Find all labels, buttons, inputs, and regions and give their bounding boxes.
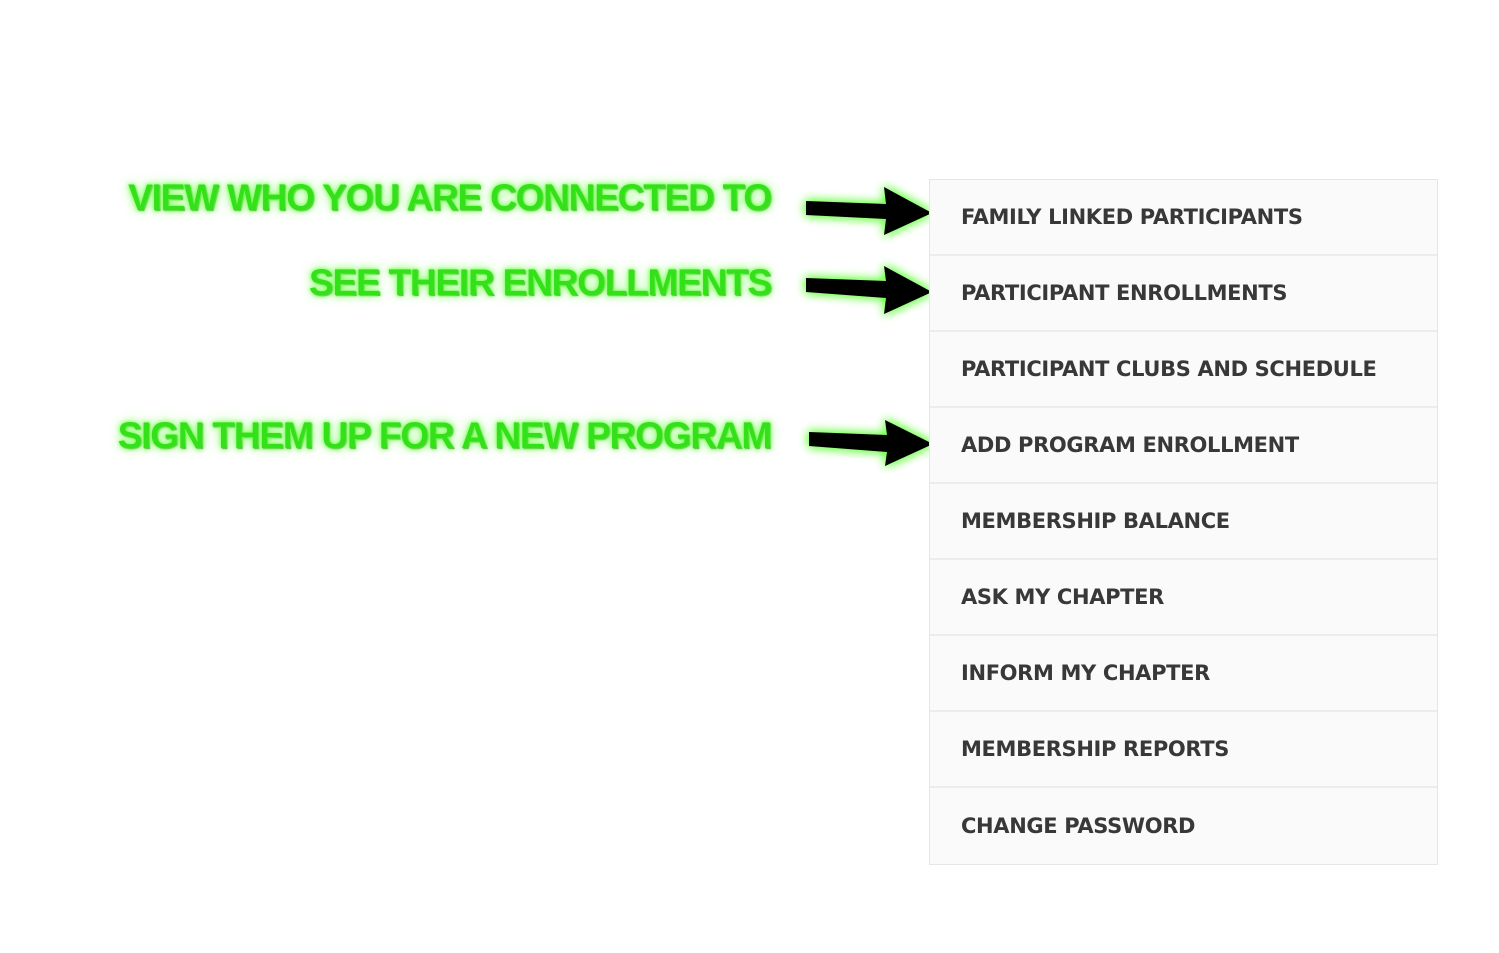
- menu-item-label: FAMILY LINKED PARTICIPANTS: [961, 205, 1303, 229]
- account-menu: [929, 179, 1438, 865]
- right-arrow-icon: [803, 414, 943, 474]
- menu-item-label: ADD PROGRAM ENROLLMENT: [961, 433, 1299, 457]
- annotation-see-enrollments: SEE THEIR ENROLLMENTS: [309, 262, 771, 303]
- menu-item-participant-clubs-and-schedule[interactable]: [930, 332, 1437, 408]
- menu-item-inform-my-chapter[interactable]: [930, 636, 1437, 712]
- menu-item-label: ASK MY CHAPTER: [961, 585, 1164, 609]
- menu-item-family-linked-participants[interactable]: [930, 180, 1437, 256]
- annotation-sign-up: SIGN THEM UP FOR A NEW PROGRAM: [117, 415, 771, 456]
- menu-item-label: INFORM MY CHAPTER: [961, 661, 1210, 685]
- menu-item-label: PARTICIPANT CLUBS AND SCHEDULE: [961, 357, 1377, 381]
- menu-item-membership-balance[interactable]: [930, 484, 1437, 560]
- menu-item-label: MEMBERSHIP BALANCE: [961, 509, 1230, 533]
- menu-item-participant-enrollments[interactable]: [930, 256, 1437, 332]
- right-arrow-icon: [800, 260, 940, 320]
- right-arrow-icon: [800, 183, 940, 243]
- menu-item-label: MEMBERSHIP REPORTS: [961, 737, 1230, 761]
- menu-item-label: CHANGE PASSWORD: [961, 814, 1196, 838]
- menu-item-change-password[interactable]: [930, 788, 1437, 864]
- menu-item-membership-reports[interactable]: [930, 712, 1437, 788]
- menu-item-add-program-enrollment[interactable]: [930, 408, 1437, 484]
- menu-item-ask-my-chapter[interactable]: [930, 560, 1437, 636]
- annotation-view-connections: VIEW WHO YOU ARE CONNECTED TO: [128, 177, 771, 218]
- menu-item-label: PARTICIPANT ENROLLMENTS: [961, 281, 1288, 305]
